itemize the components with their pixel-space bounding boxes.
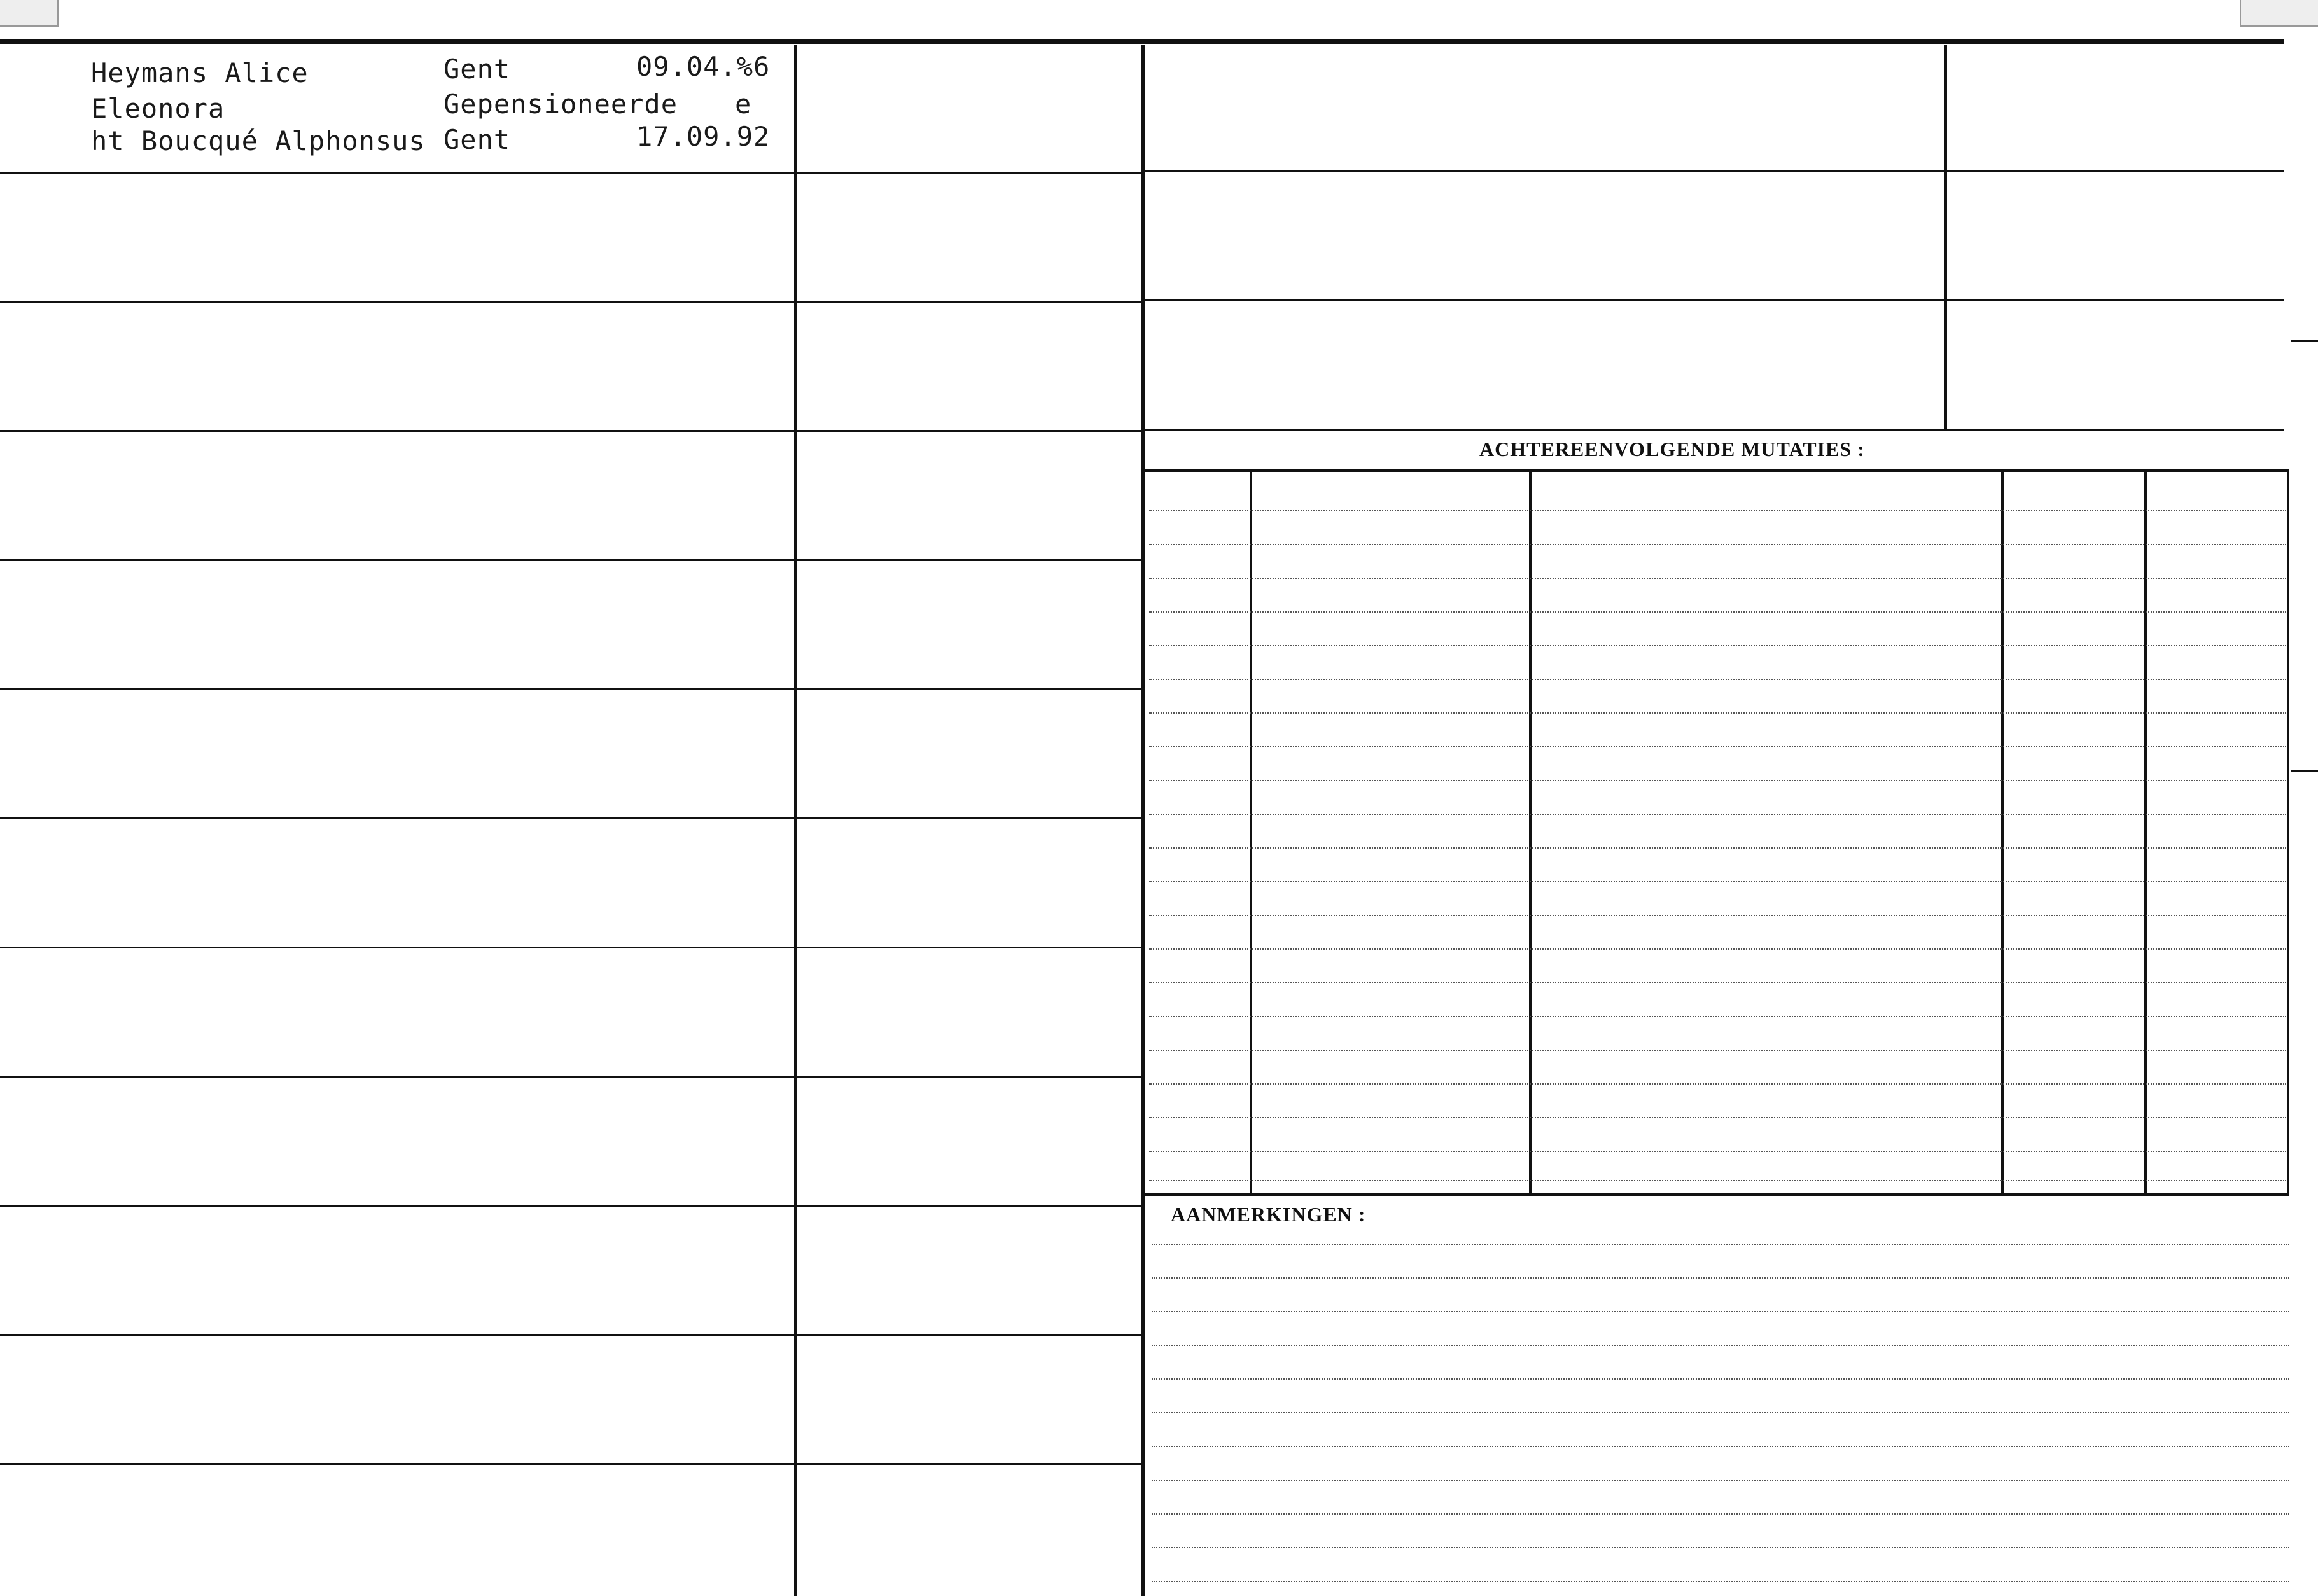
remarks-line (1152, 1547, 2289, 1548)
mutations-table-top (1145, 469, 2289, 472)
mutations-col-divider (1250, 471, 1252, 1195)
right-top-divider (1944, 45, 1947, 430)
entry-spouse-line: ht Boucqué Alphonsus (91, 125, 426, 156)
row-line (0, 1463, 1142, 1465)
row-line (0, 1334, 1142, 1336)
row-line (0, 301, 1142, 303)
mutations-row (1149, 948, 2286, 950)
row-line (0, 172, 1142, 174)
mutations-row (1149, 780, 2286, 781)
entry-spouse-place: Gent (443, 124, 511, 155)
top-border (0, 39, 2284, 44)
mutations-row (1149, 712, 2286, 714)
row-line (0, 1205, 1142, 1207)
mutations-row (1149, 847, 2286, 849)
remarks-line (1152, 1412, 2289, 1413)
row-line (0, 430, 1142, 432)
right-row-line (1145, 299, 2284, 301)
row-line (0, 947, 1142, 948)
row-line (0, 817, 1142, 819)
remarks-line (1152, 1345, 2289, 1346)
remarks-line (1152, 1277, 2289, 1279)
row-line (0, 688, 1142, 690)
mutations-row (1149, 645, 2286, 646)
corner-mark-right (2240, 0, 2318, 27)
mutations-row (1149, 510, 2286, 511)
entry-spouse-date: 17.09.92 (636, 121, 771, 152)
remarks-line (1152, 1311, 2289, 1312)
remarks-line (1152, 1446, 2289, 1447)
mutations-row (1149, 1083, 2286, 1085)
mutations-heading: ACHTEREENVOLGENDE MUTATIES : (1479, 438, 1865, 461)
entry-occupation-suffix: e (735, 88, 752, 120)
remarks-heading: AANMERKINGEN : (1171, 1203, 1366, 1226)
entry-place: Gent (443, 53, 511, 85)
mutations-col-divider (2144, 471, 2147, 1195)
mutations-table-bottom (1145, 1193, 2289, 1196)
remarks-line (1152, 1480, 2289, 1481)
edge-tick (2291, 340, 2318, 342)
mutations-row (1149, 1151, 2286, 1152)
remarks-line (1152, 1378, 2289, 1380)
remarks-line (1152, 1581, 2289, 1582)
corner-mark-left (0, 0, 59, 27)
mutations-row (1149, 1180, 2286, 1181)
mutations-row (1149, 1050, 2286, 1051)
mutations-row (1149, 915, 2286, 916)
right-row-line (1145, 170, 2284, 172)
mutations-row (1149, 814, 2286, 815)
mutations-row (1149, 679, 2286, 680)
mutations-row (1149, 982, 2286, 983)
right-row-line (1145, 429, 2284, 431)
center-divider (1141, 45, 1145, 1596)
mutations-row (1149, 1117, 2286, 1118)
entry-name-line1: Heymans Alice (91, 57, 309, 88)
mutations-col-divider (2287, 471, 2289, 1195)
row-line (0, 559, 1142, 561)
mutations-row (1149, 544, 2286, 545)
mutations-row (1149, 881, 2286, 882)
entry-date: 09.04.%6 (636, 51, 771, 82)
mutations-col-divider (1529, 471, 1532, 1195)
entry-occupation: Gepensioneerde (443, 88, 678, 120)
row-line (0, 1076, 1142, 1078)
edge-tick (2291, 770, 2318, 772)
mutations-col-divider (2001, 471, 2004, 1195)
mutations-row (1149, 611, 2286, 613)
mutations-row (1149, 746, 2286, 747)
mutations-row (1149, 578, 2286, 579)
remarks-line (1152, 1513, 2289, 1515)
mutations-row (1149, 1016, 2286, 1017)
remarks-line (1152, 1244, 2289, 1245)
entry-name-line2: Eleonora (91, 93, 225, 124)
left-grid-divider (794, 45, 797, 1596)
